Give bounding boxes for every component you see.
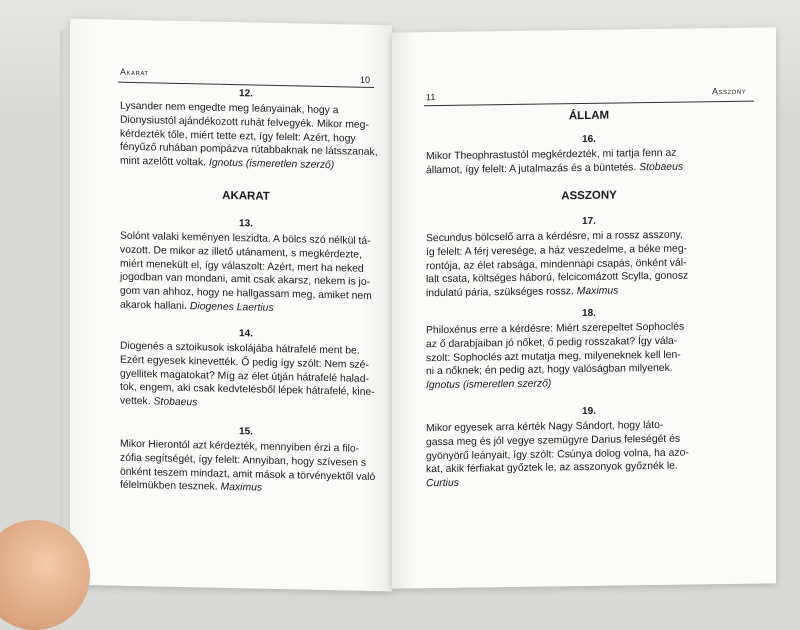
entry-number: 14. [239,328,253,340]
entry-text: Mikor Theophrastustól megkérdezték, mi tartja fenn az államot, így felelt: A jutalmazás és a büntetés. Stobaeus [426,147,684,177]
entry-number: 13. [239,218,253,230]
entry-text: Mikor Hierontól azt kérdezték, mennyiben érzi a filo- zófia segítségét, így felelt: Annyiban, hogy szívesen s önként teszem mindazt, amit mások a törvényektől való félelmükben tesznek. Maximus [120,438,376,495]
entry-source: Maximus [576,285,619,298]
entry-source: Curtius [426,477,459,490]
entry-number: 16. [582,133,596,146]
section-title-allam: ÁLLAM [568,109,610,123]
entry-text: Lysander nem engedte meg leányainak, hogy a Dionysiustól ajándékozott ruhát felvegyék. Mikor meg- kérdezték tőle, miért tette ezt, így felelt: Azért, hogy fényűző ruhában pompázva rútabbaknak ne látsszanak, mint azelőtt voltak. Ignotus (ismeretlen szerző) [120,100,378,172]
entry-number: 15. [239,426,253,438]
right-page-number: 11 [426,92,436,103]
section-title-akarat: AKARAT [222,189,270,203]
right-page [392,27,776,588]
right-header-rule [424,101,754,107]
entry-source: Ignotus (ismeretlen szerző) [426,378,552,392]
entry-text: Diogenés a sztoikusok iskolájába hátrafelé ment be. Ezért egyesek kinevették. Ő pedig így szólt: Nem szé- gyellitek magatokat? Míg az élet útján hátrafelé halad- tok, engem, aki csak kedvtelésből lépek hátrafelé, kine- vettek. Stobaeus [120,340,375,409]
entry-number: 18. [582,307,596,320]
entry-source: Stobaeus [639,161,684,174]
entry-source: Ignotus (ismeretlen szerző) [208,157,335,172]
left-page [70,19,392,592]
entry-text: Secundus bölcselő arra a kérdésre, mi a rossz asszony, íg felelt: A férj veresége, a ház veszedelme, a béke meg- rontója, az élet rabsága, mindennapi csapás, önként vál- lalt csata, költséges háború, felcicomázott Scylla, gonosz indulatú pária, szükséges rossz. Maximus [426,229,689,300]
section-title-asszony: ASSZONY [561,189,617,203]
entry-text: Solónt valaki keményen leszidta. A bölcs szó nélkül tá- vozott. De mikor az illető utánament, s megkérdezte, miért menekült el, így válaszolt: Azért, mert ha neked jogodban van mondani, amit csak akarsz, nekem is jo- gom van ahhoz, hogy ne hallgassam meg, amiket nem akarok hallani. Diogenes Laertius [120,230,372,314]
entry-number: 12. [239,88,253,100]
entry-number: 19. [582,405,596,418]
left-page-number: 10 [360,74,371,85]
entry-text: Philoxénus erre a kérdésre: Miért szerepeltet Sophoclés az ő darabjaiban jó nőket, ő pedig rosszakat? Így vála- szolt: Sophoclés azt mutatja meg, milyeneknek kell len- ni a nőknek; én pedig azt, hogy valóságban milyenek. Ignotus (ismeretlen szerző) [426,321,685,392]
entry-source: Stobaeus [153,396,198,409]
right-header: Asszony [712,85,747,97]
left-header: Akarat [120,66,149,78]
entry-number: 17. [582,215,596,228]
entry-text: Mikor egyesek arra kérték Nagy Sándort, hogy látо- gassa meg és jól vegye szemügyre Darius feleségét és gyönyörű leányait, így szólt: Csúnya dolog volna, ha azо- kat, akik férfiakat győztek le, az asszonyok győznék le. Curtius [426,419,689,490]
entry-source: Maximus [220,482,263,495]
entry-source: Diogenes Laertius [189,301,274,314]
